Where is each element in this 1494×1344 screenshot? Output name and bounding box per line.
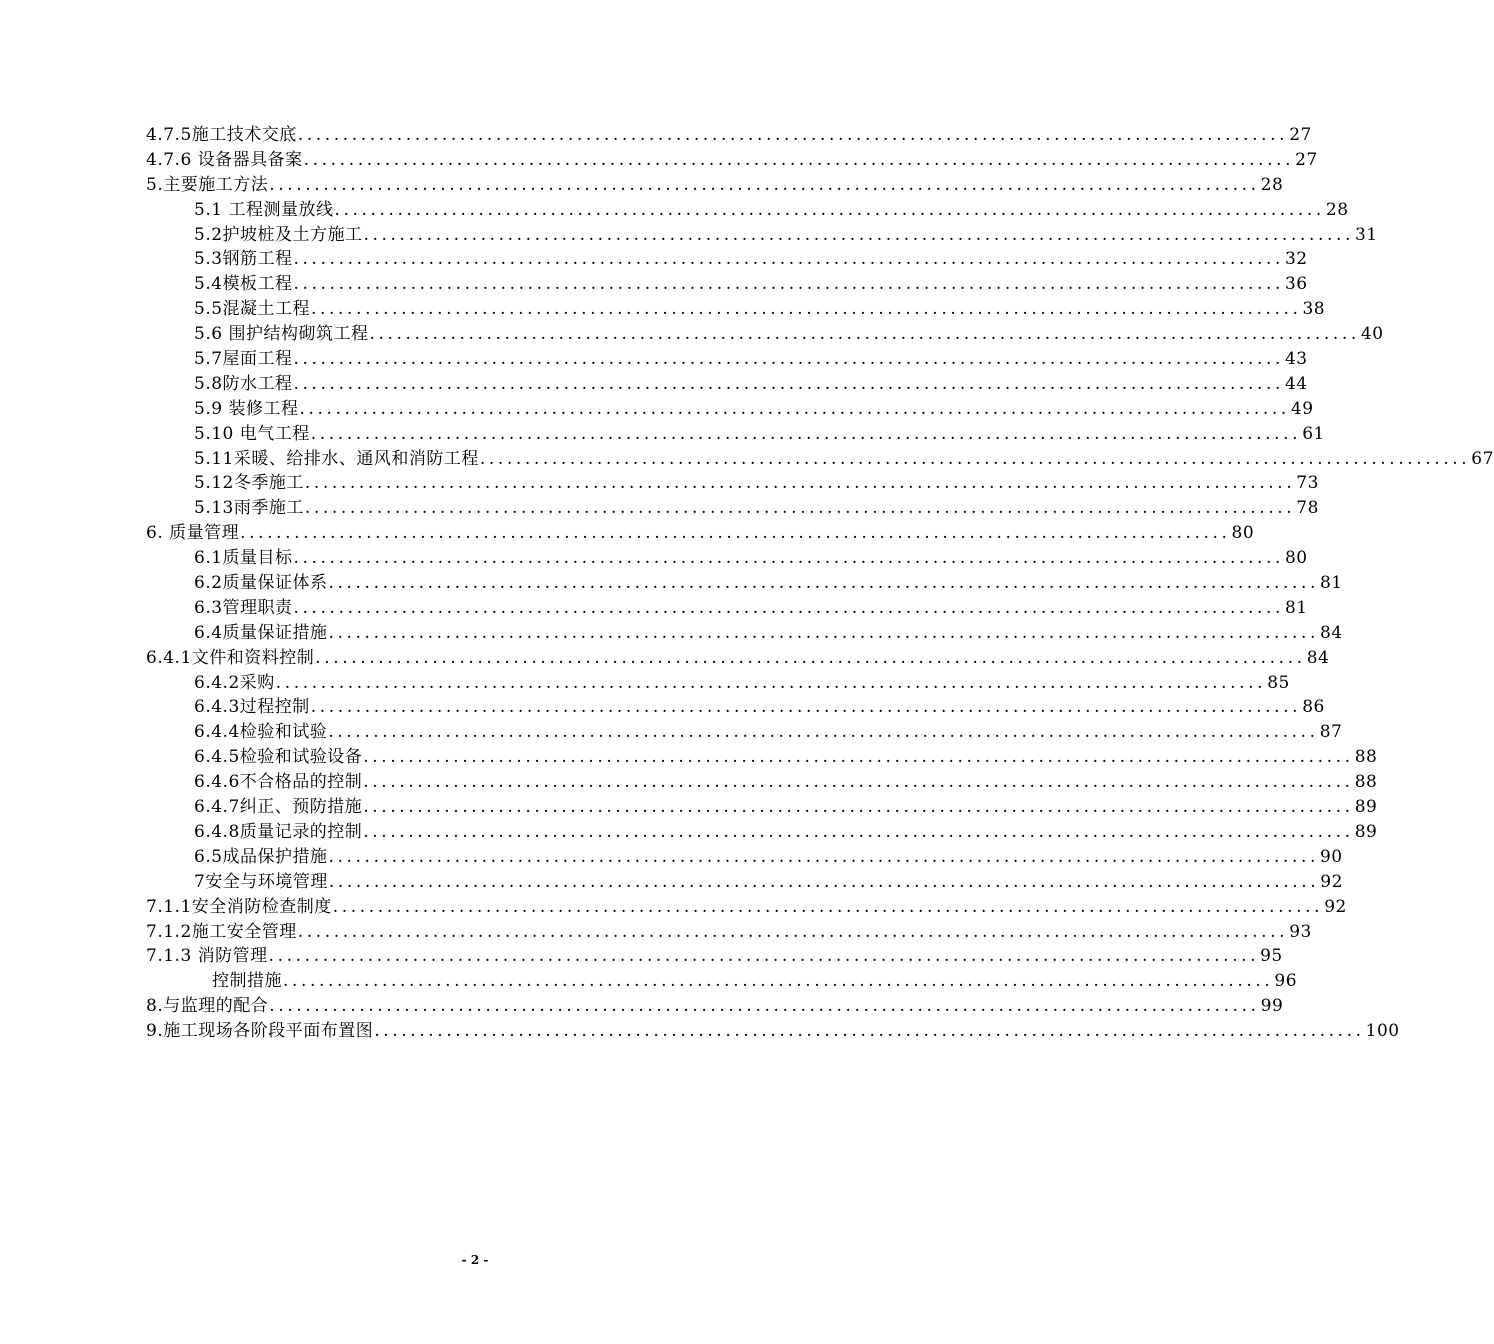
toc-leader-dots: ..............................................................................................................	[283, 971, 1274, 992]
page-number: - 2 -	[461, 1253, 489, 1267]
toc-entry[interactable]	[146, 695, 1325, 720]
toc-entry-title: 9.施工现场各阶段平面布置图	[146, 1021, 374, 1042]
toc-entry[interactable]	[146, 496, 1319, 521]
toc-leader-dots: ..............................................................................................................	[304, 473, 1296, 494]
toc-entry[interactable]	[146, 770, 1378, 795]
toc-leader-dots: ..............................................................................................................	[363, 797, 1354, 818]
toc-entry-title: 6.4.4检验和试验	[194, 722, 328, 743]
toc-entry-title: 6.4.3过程控制	[194, 697, 310, 718]
toc-entry-title: 4.7.5施工技术交底	[146, 125, 297, 145]
toc-entry-title: 5.2护坡桩及土方施工	[194, 224, 363, 245]
toc-entry[interactable]	[146, 372, 1308, 397]
toc-leader-dots: ..............................................................................................................	[328, 722, 1319, 743]
toc-entry-page: 81	[1319, 573, 1343, 594]
toc-entry-page: 100	[1365, 1021, 1400, 1042]
toc-leader-dots: ..............................................................................................................	[240, 523, 1231, 544]
toc-entry[interactable]	[146, 745, 1378, 770]
toc-entry-title: 6.2质量保证体系	[194, 573, 328, 594]
toc-leader-dots: ..............................................................................................................	[293, 597, 1284, 618]
toc-entry-page: 27	[1295, 149, 1318, 170]
toc-entry[interactable]	[146, 347, 1308, 372]
toc-leader-dots: ..............................................................................................................	[328, 622, 1319, 643]
toc-entry-page: 44	[1284, 373, 1308, 394]
toc-leader-dots: ..............................................................................................................	[269, 174, 1260, 195]
toc-entry[interactable]	[146, 447, 1494, 472]
toc-entry-page: 31	[1354, 224, 1378, 245]
toc-entry-page: 84	[1319, 622, 1343, 643]
toc-entry-page: 80	[1284, 548, 1308, 569]
toc-entry[interactable]	[146, 471, 1319, 496]
toc-entry-title: 6.4质量保证措施	[194, 622, 328, 643]
toc-leader-dots: ..............................................................................................................	[315, 647, 1306, 668]
toc-entry-title: 5.10 电气工程	[194, 423, 310, 444]
toc-entry-title: 8.与监理的配合	[146, 996, 269, 1017]
toc-entry-page: 49	[1290, 398, 1314, 419]
toc-entry-title: 6.4.5检验和试验设备	[194, 747, 363, 768]
toc-leader-dots: ..............................................................................................................	[297, 921, 1289, 942]
toc-entry-title: 5.5混凝土工程	[194, 299, 311, 320]
table-of-contents	[146, 123, 1494, 1044]
toc-entry[interactable]	[146, 895, 1347, 920]
toc-leader-dots: ..............................................................................................................	[328, 846, 1319, 867]
toc-leader-dots: ..............................................................................................................	[269, 996, 1260, 1017]
toc-entry-page: 28	[1325, 199, 1349, 220]
toc-entry-page: 89	[1354, 821, 1378, 842]
toc-leader-dots: ..............................................................................................................	[297, 125, 1289, 145]
toc-leader-dots: ..............................................................................................................	[310, 697, 1302, 718]
toc-entry[interactable]	[146, 173, 1284, 198]
toc-leader-dots: ..............................................................................................................	[334, 199, 1325, 220]
toc-entry-page: 90	[1319, 846, 1343, 867]
toc-entry-page: 38	[1302, 299, 1326, 320]
toc-entry-title: 7.1.1安全消防检查制度	[146, 896, 332, 917]
toc-entry[interactable]	[146, 671, 1290, 696]
toc-leader-dots: ..............................................................................................................	[363, 772, 1354, 793]
toc-entry-title: 6. 质量管理	[146, 523, 240, 544]
toc-entry[interactable]	[146, 546, 1308, 571]
toc-leader-dots: ..............................................................................................................	[479, 448, 1471, 469]
toc-entry[interactable]	[146, 397, 1314, 422]
toc-leader-dots: ..............................................................................................................	[369, 324, 1360, 345]
toc-leader-dots: ..............................................................................................................	[332, 896, 1324, 917]
toc-entry[interactable]	[146, 322, 1384, 347]
toc-entry-page: 86	[1302, 697, 1325, 718]
toc-entry-page: 36	[1284, 274, 1308, 295]
toc-leader-dots: ..............................................................................................................	[328, 871, 1320, 892]
toc-entry-page: 80	[1231, 523, 1255, 544]
toc-entry-page: 61	[1302, 423, 1325, 444]
toc-leader-dots: ..............................................................................................................	[275, 672, 1267, 693]
toc-entry-title: 5.11采暖、给排水、通风和消防工程	[194, 448, 479, 469]
toc-leader-dots: ..............................................................................................................	[311, 299, 1302, 320]
toc-entry-title: 5.13雨季施工	[194, 498, 304, 519]
toc-entry-page: 89	[1354, 797, 1378, 818]
toc-entry-page: 92	[1320, 871, 1343, 892]
toc-entry-page: 85	[1267, 672, 1290, 693]
toc-leader-dots: ..............................................................................................................	[299, 398, 1290, 419]
toc-entry-page: 27	[1289, 125, 1312, 145]
toc-entry[interactable]	[146, 994, 1284, 1019]
toc-entry[interactable]	[146, 596, 1308, 621]
toc-entry-title: 7.1.3 消防管理	[146, 946, 268, 967]
toc-entry-page: 87	[1319, 722, 1343, 743]
toc-leader-dots: ..............................................................................................................	[293, 274, 1284, 295]
toc-leader-dots: ..............................................................................................................	[363, 747, 1354, 768]
toc-entry[interactable]	[146, 223, 1378, 248]
toc-entry[interactable]	[146, 521, 1255, 546]
toc-entry-page: 95	[1260, 946, 1283, 967]
toc-entry-page: 84	[1306, 647, 1330, 668]
toc-entry[interactable]	[146, 123, 1312, 148]
toc-entry-title: 6.4.8质量记录的控制	[194, 821, 363, 842]
toc-entry[interactable]	[146, 247, 1308, 272]
toc-leader-dots: ..............................................................................................................	[293, 349, 1284, 370]
toc-entry[interactable]	[146, 297, 1326, 322]
toc-entry[interactable]	[146, 820, 1378, 845]
toc-entry-title: 5.1 工程测量放线	[194, 199, 334, 220]
toc-entry-page: 88	[1354, 747, 1378, 768]
toc-leader-dots: ..............................................................................................................	[374, 1021, 1365, 1042]
toc-entry-title: 7.1.2施工安全管理	[146, 921, 297, 942]
toc-entry-page: 96	[1274, 971, 1298, 992]
toc-leader-dots: ..............................................................................................................	[363, 821, 1354, 842]
toc-entry-title: 5.3钢筋工程	[194, 249, 293, 270]
toc-leader-dots: ..............................................................................................................	[268, 946, 1260, 967]
toc-entry-title: 5.9 装修工程	[194, 398, 299, 419]
toc-entry-title: 4.7.6 设备器具备案	[146, 149, 303, 170]
toc-entry-page: 28	[1260, 174, 1284, 195]
toc-entry[interactable]	[146, 920, 1312, 945]
toc-entry[interactable]	[146, 944, 1283, 969]
toc-entry-page: 67	[1471, 448, 1494, 469]
toc-entry-page: 81	[1284, 597, 1308, 618]
toc-leader-dots: ..............................................................................................................	[293, 548, 1284, 569]
toc-entry-title: 5.8防水工程	[194, 373, 293, 394]
toc-entry[interactable]	[146, 646, 1330, 671]
toc-entry[interactable]	[146, 720, 1343, 745]
toc-leader-dots: ..............................................................................................................	[363, 224, 1354, 245]
toc-entry-page: 88	[1354, 772, 1378, 793]
toc-entry[interactable]	[146, 969, 1298, 994]
toc-leader-dots: ..............................................................................................................	[293, 373, 1284, 394]
toc-entry[interactable]	[146, 148, 1318, 173]
toc-entry-title: 6.4.7纠正、预防措施	[194, 797, 363, 818]
toc-entry-title: 6.1质量目标	[194, 548, 293, 569]
toc-entry-page: 40	[1360, 324, 1384, 345]
toc-entry-title: 6.4.6不合格品的控制	[194, 772, 363, 793]
toc-entry[interactable]	[146, 845, 1343, 870]
toc-entry-title: 6.5成品保护措施	[194, 846, 328, 867]
toc-entry-title: 6.4.1文件和资料控制	[146, 647, 315, 668]
toc-entry-title: 5.12冬季施工	[194, 473, 304, 494]
toc-entry-page: 99	[1260, 996, 1284, 1017]
toc-entry-title: 6.3管理职责	[194, 597, 293, 618]
toc-entry[interactable]	[146, 198, 1349, 223]
toc-leader-dots: ..............................................................................................................	[303, 149, 1295, 170]
toc-leader-dots: ..............................................................................................................	[293, 249, 1284, 270]
toc-entry[interactable]	[146, 870, 1343, 895]
toc-entry-title: 7安全与环境管理	[194, 871, 328, 892]
toc-entry-page: 32	[1284, 249, 1308, 270]
toc-leader-dots: ..............................................................................................................	[304, 498, 1296, 519]
toc-entry-title: 5.6 围护结构砌筑工程	[194, 324, 369, 345]
toc-entry[interactable]	[146, 1019, 1400, 1044]
toc-leader-dots: ..............................................................................................................	[310, 423, 1302, 444]
toc-entry[interactable]	[146, 571, 1343, 596]
toc-entry-title: 控制措施	[212, 971, 282, 992]
toc-entry[interactable]	[146, 422, 1325, 447]
toc-entry[interactable]	[146, 795, 1378, 820]
toc-entry-page: 92	[1324, 896, 1347, 917]
toc-entry-page: 73	[1296, 473, 1319, 494]
toc-leader-dots: ..............................................................................................................	[328, 573, 1319, 594]
toc-entry-page: 43	[1284, 349, 1308, 370]
toc-entry[interactable]	[146, 621, 1343, 646]
toc-entry-title: 6.4.2采购	[194, 672, 275, 693]
toc-entry-title: 5.7屋面工程	[194, 349, 293, 370]
toc-entry-page: 93	[1289, 921, 1312, 942]
toc-entry[interactable]	[146, 272, 1308, 297]
toc-entry-page: 78	[1296, 498, 1319, 519]
toc-entry-title: 5.4模板工程	[194, 274, 293, 295]
toc-entry-title: 5.主要施工方法	[146, 174, 269, 195]
